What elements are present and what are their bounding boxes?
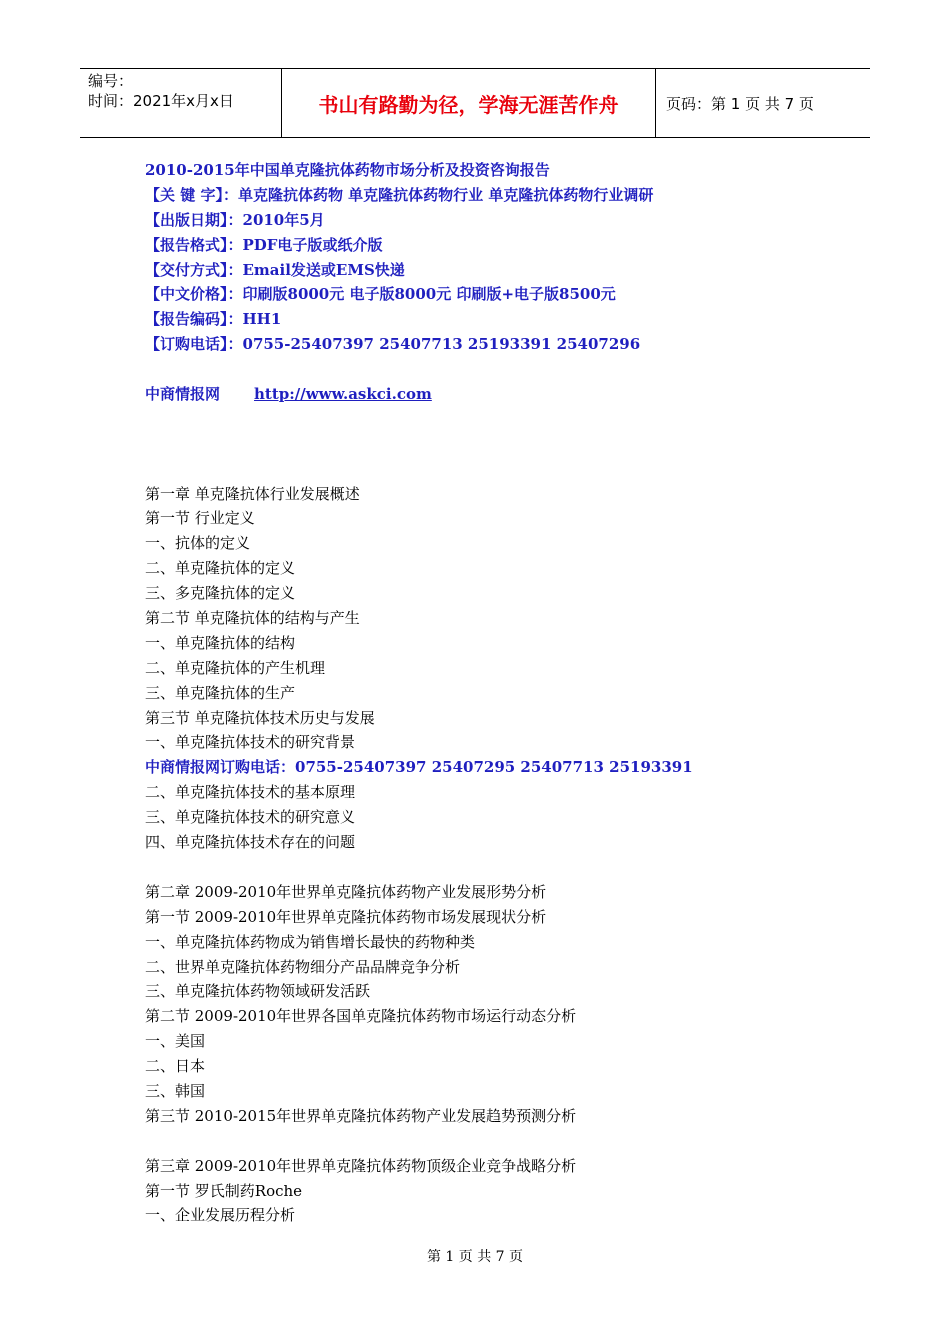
toc-item: 第二节 单克隆抗体的结构与产生	[145, 609, 360, 628]
toc-chapter-3	[145, 1154, 845, 1229]
toc-item: 三、多克隆抗体的定义	[145, 584, 296, 603]
header-info-cell	[80, 69, 282, 137]
toc-item: 第三节 2010-2015年世界单克隆抗体药物产业发展趋势预测分析	[145, 1106, 577, 1125]
toc-item: 一、美国	[145, 1032, 206, 1051]
motto: 书山有路勤为径，学海无涯苦作舟	[282, 69, 656, 137]
time-label: 时间：2021年x月x日	[88, 92, 234, 110]
report-code: 【报告编码】：HH1	[145, 310, 282, 329]
toc-item: 第一节 行业定义	[145, 509, 255, 528]
report-price: 【中文价格】：印刷版8000元 电子版8000元 印刷版+电子版8500元	[145, 285, 616, 304]
toc-item: 三、单克隆抗体药物领域研发活跃	[145, 982, 371, 1001]
toc-item: 第一节 罗氏制药Roche	[145, 1181, 303, 1200]
toc-item: 三、韩国	[145, 1081, 206, 1100]
site-link[interactable]: http://www.askci.com	[254, 385, 432, 404]
toc-item: 第一节 2009-2010年世界单克隆抗体药物市场发展现状分析	[145, 907, 547, 926]
page-label: 页码：第 1 页 共 7 页	[666, 94, 814, 113]
toc-item: 二、单克隆抗体技术的基本原理	[145, 783, 356, 802]
toc-chapter-1	[145, 482, 845, 855]
toc-item: 一、抗体的定义	[145, 534, 251, 553]
report-delivery: 【交付方式】：Email发送或EMS快递	[145, 260, 405, 279]
toc-item: 一、企业发展历程分析	[145, 1206, 296, 1225]
toc-item: 第二章 2009-2010年世界单克隆抗体药物产业发展形势分析	[145, 882, 547, 901]
page-footer: 第 1 页 共 7 页	[426, 1249, 524, 1265]
report-keywords: 【关 键 字】：单克隆抗体药物 单克隆抗体药物行业 单克隆抗体药物行业调研	[145, 185, 654, 204]
report-phone: 【订购电话】：0755-25407397 25407713 25193391 25407296	[145, 335, 641, 354]
toc-item: 三、单克隆抗体的生产	[145, 683, 296, 702]
toc-item: 第二节 2009-2010年世界各国单克隆抗体药物市场运行动态分析	[145, 1007, 577, 1026]
toc-item: 二、日本	[145, 1057, 206, 1076]
toc-item: 二、单克隆抗体的定义	[145, 559, 296, 578]
report-date: 【出版日期】：2010年5月	[145, 210, 325, 229]
toc-item: 四、单克隆抗体技术存在的问题	[145, 833, 356, 852]
site-name: 中商情报网	[145, 385, 221, 404]
toc-item: 一、单克隆抗体的结构	[145, 633, 296, 652]
report-format: 【报告格式】：PDF电子版或纸介版	[145, 235, 383, 254]
toc-item: 二、世界单克隆抗体药物细分产品品牌竞争分析	[145, 957, 461, 976]
document-body	[145, 158, 845, 1228]
site-line	[145, 382, 845, 407]
toc-item: 一、单克隆抗体技术的研究背景	[145, 733, 356, 752]
toc-item: 三、单克隆抗体技术的研究意义	[145, 808, 356, 827]
report-title: 2010-2015年中国单克隆抗体药物市场分析及投资咨询报告	[145, 161, 550, 179]
header-table	[80, 68, 870, 138]
toc-item: 二、单克隆抗体的产生机理	[145, 658, 326, 677]
toc-item: 第三节 单克隆抗体技术历史与发展	[145, 708, 375, 727]
order-phone: 中商情报网订购电话：0755-25407397 25407295 25407713 25193391	[145, 758, 693, 777]
toc-item: 一、单克隆抗体药物成为销售增长最快的药物种类	[145, 932, 476, 951]
toc-chapter-2	[145, 880, 845, 1129]
serial-label: 编号：	[88, 72, 134, 90]
toc-item: 第一章 单克隆抗体行业发展概述	[145, 484, 360, 503]
toc-item: 第三章 2009-2010年世界单克隆抗体药物顶级企业竞争战略分析	[145, 1156, 577, 1175]
